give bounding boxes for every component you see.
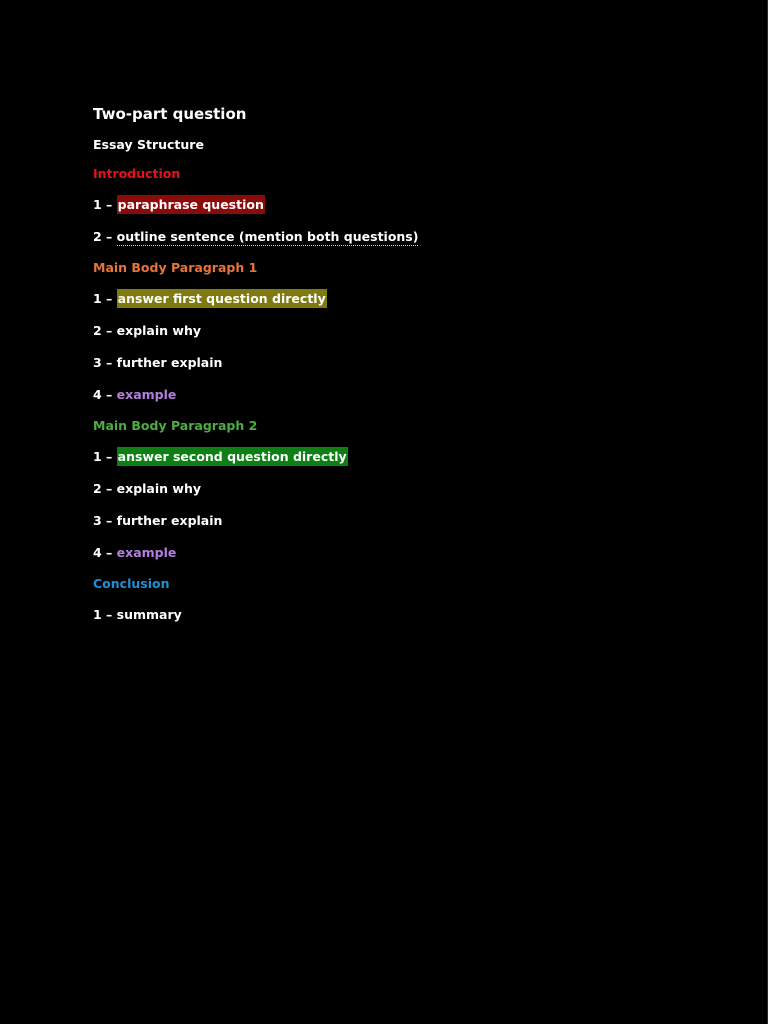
item-text: explain why: [116, 481, 201, 496]
list-item: [93, 479, 733, 499]
item-number: 2 –: [93, 229, 117, 244]
document-body: [93, 104, 733, 637]
item-number: 2 –: [93, 481, 117, 496]
item-text: further explain: [116, 513, 223, 528]
item-number: 4 –: [93, 387, 117, 402]
example-text: example: [116, 387, 177, 402]
list-item: [93, 605, 733, 625]
item-number: 4 –: [93, 545, 117, 560]
underlined-text: outline sentence (mention both questions): [116, 229, 419, 244]
item-number: 1 –: [93, 197, 117, 212]
highlighted-text: answer first question directly: [117, 291, 326, 306]
list-item: [93, 511, 733, 531]
section-heading-main-body-1: Main Body Paragraph 1: [93, 260, 258, 275]
item-number: 1 –: [93, 449, 117, 464]
document-subtitle: Essay Structure: [93, 137, 204, 152]
item-number: 3 –: [93, 355, 117, 370]
item-number: 2 –: [93, 323, 117, 338]
item-number: 1 –: [93, 607, 117, 622]
item-number: 1 –: [93, 291, 117, 306]
section-heading-conclusion: Conclusion: [93, 576, 170, 591]
item-text: explain why: [116, 323, 201, 338]
item-text: further explain: [116, 355, 223, 370]
list-item: [93, 353, 733, 373]
section-heading-introduction: Introduction: [93, 166, 181, 181]
list-item: [93, 195, 733, 215]
list-item: [93, 543, 733, 563]
list-item: [93, 289, 733, 309]
highlighted-text: paraphrase question: [117, 197, 264, 212]
list-item: [93, 385, 733, 405]
item-number: 3 –: [93, 513, 117, 528]
document-title: Two-part question: [93, 105, 247, 123]
example-text: example: [116, 545, 177, 560]
list-item: [93, 447, 733, 467]
item-text: summary: [116, 607, 182, 622]
list-item: [93, 227, 733, 247]
highlighted-text: answer second question directly: [117, 449, 347, 464]
section-heading-main-body-2: Main Body Paragraph 2: [93, 418, 258, 433]
list-item: [93, 321, 733, 341]
